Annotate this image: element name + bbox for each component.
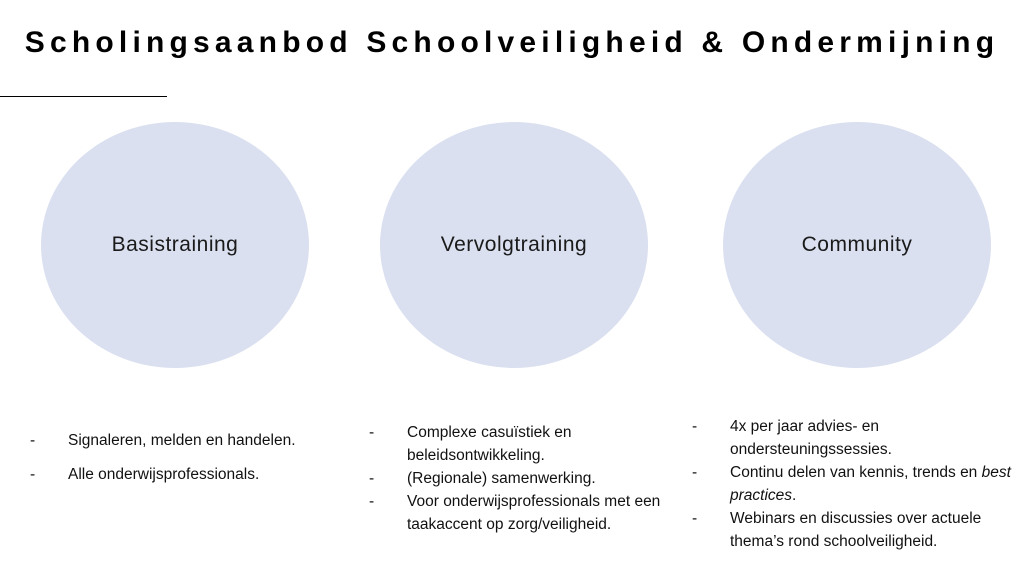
bullet-end-text: .	[792, 487, 797, 504]
list-item: - Voor onderwijsprofessionals met een taakaccent op zorg/veiligheid.	[369, 490, 689, 536]
title-underline	[0, 96, 167, 97]
vervolgtraining-heading: Vervolgtraining	[440, 233, 588, 256]
list-item: - Webinars en discussies over actuele thema’s rond schoolveiligheid.	[692, 507, 1022, 553]
community-heading: Community	[801, 233, 913, 256]
basistraining-heading: Basistraining	[111, 233, 239, 256]
basistraining-bullet-list	[30, 429, 350, 497]
list-item	[692, 461, 1022, 507]
list-item: - Signaleren, melden en handelen.	[30, 429, 350, 452]
community-bullet-list	[692, 415, 1022, 553]
bullet-text: Continu delen van kennis, trends en	[730, 464, 982, 481]
page-title: Scholingsaanbod Schoolveiligheid & Ondermijning	[24, 26, 1000, 59]
community-circle	[723, 122, 991, 368]
list-item: - (Regionale) samenwerking.	[369, 467, 689, 490]
list-item: - Complexe casuïstiek en beleidsontwikkeling.	[369, 421, 689, 467]
vervolgtraining-circle	[380, 122, 648, 368]
list-item: - 4x per jaar advies- en ondersteuningssessies.	[692, 415, 1022, 461]
basistraining-circle	[41, 122, 309, 368]
vervolgtraining-bullet-list	[369, 421, 689, 536]
list-item: - Alle onderwijsprofessionals.	[30, 463, 350, 486]
bullet-italic-text: best practices	[730, 464, 1011, 504]
